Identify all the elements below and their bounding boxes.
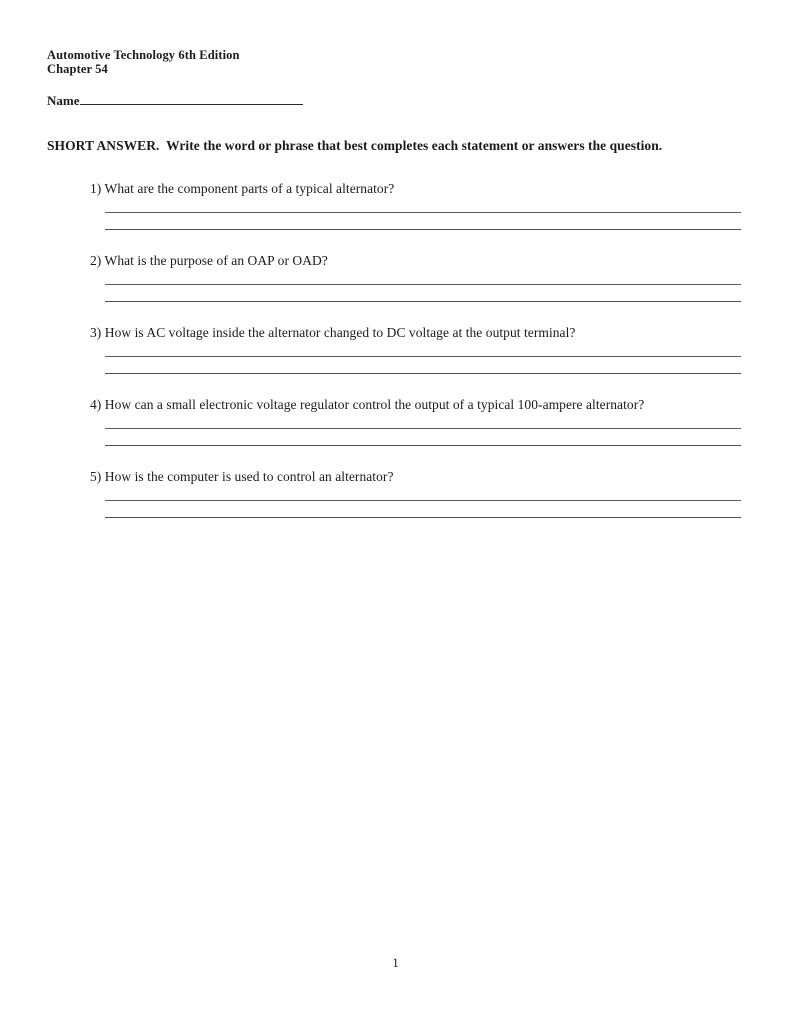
question-number: 4) [90, 397, 102, 412]
answer-line [105, 285, 741, 302]
question-text [90, 468, 742, 485]
answer-line [105, 429, 741, 446]
answer-line [105, 197, 741, 213]
question-number: 5) [90, 469, 102, 484]
document-header [47, 48, 742, 76]
question-text [90, 396, 742, 413]
question-number: 3) [90, 325, 102, 340]
question-number: 2) [90, 253, 102, 268]
section-instruction: SHORT ANSWER. Write the word or phrase that best completes each statement or answers the question. [47, 138, 663, 153]
question-3 [47, 324, 742, 374]
question-body: What is the purpose of an OAP or OAD? [104, 253, 328, 268]
answer-line [105, 341, 741, 357]
page-number: 1 [392, 955, 399, 970]
question-1 [47, 180, 742, 230]
name-label: Name [47, 93, 80, 108]
answer-line [105, 501, 741, 518]
question-text [90, 252, 742, 269]
answer-line [105, 269, 741, 285]
answer-line [105, 485, 741, 501]
question-text [90, 180, 742, 197]
chapter-title: Chapter 54 [47, 62, 108, 76]
question-2 [47, 252, 742, 302]
question-body: How can a small electronic voltage regulator control the output of a typical 100-ampere alternator? [104, 397, 645, 412]
answer-line [105, 357, 741, 374]
question-body: What are the component parts of a typical alternator? [104, 181, 395, 196]
question-body: How is the computer is used to control an alternator? [104, 469, 394, 484]
question-text [90, 324, 742, 341]
name-blank-line [80, 92, 303, 105]
question-body: How is AC voltage inside the alternator changed to DC voltage at the output terminal? [104, 325, 576, 340]
answer-line [105, 413, 741, 429]
name-row [47, 92, 742, 108]
answer-line [105, 213, 741, 230]
book-title: Automotive Technology 6th Edition [47, 48, 240, 62]
question-number: 1) [90, 181, 102, 196]
question-list [47, 180, 742, 518]
question-4 [47, 396, 742, 446]
question-5 [47, 468, 742, 518]
